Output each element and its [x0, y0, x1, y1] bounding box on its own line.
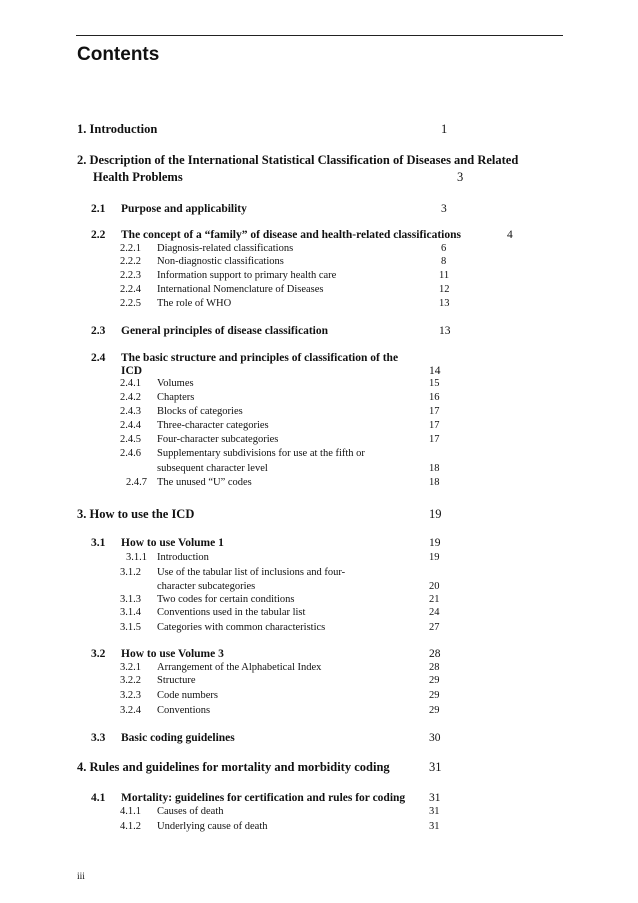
toc-entry-page: 16: [429, 392, 440, 403]
toc-entry-page: 3: [457, 170, 464, 184]
toc-entry-page: 31: [429, 760, 442, 774]
toc-entry-title: Structure: [157, 675, 196, 686]
toc-entry-title: International Nomenclature of Diseases: [157, 284, 324, 295]
toc-entry-number: 2.2: [91, 229, 106, 241]
toc-entry-page: 31: [429, 806, 440, 817]
toc-entry-number: 3.3: [91, 732, 106, 744]
toc-entry-title: Information support to primary health care: [157, 270, 337, 281]
toc-entry-number: 3.1.3: [120, 594, 141, 605]
page-number-footer: iii: [77, 872, 85, 882]
toc-entry-title: Health Problems: [93, 170, 183, 184]
toc-entry-page: 17: [429, 420, 440, 431]
toc-entry-page: 29: [429, 675, 440, 686]
toc-entry-title: Purpose and applicability: [121, 203, 247, 215]
toc-entry-title: Arrangement of the Alphabetical Index: [157, 662, 322, 673]
toc-entry-number: 3.1.5: [120, 622, 141, 633]
toc-entry-page: 28: [429, 648, 441, 660]
toc-entry-title: Chapters: [157, 392, 195, 403]
toc-entry-title: Non-diagnostic classifications: [157, 256, 284, 267]
toc-entry-title: ICD: [121, 365, 143, 377]
toc-entry-number: 3.2.2: [120, 675, 141, 686]
toc-entry-number: 2.4.5: [120, 434, 141, 445]
toc-entry-title: Mortality: guidelines for certification and rules for coding: [121, 792, 406, 804]
toc-entry-title: Blocks of categories: [157, 406, 243, 417]
toc-entry-title: Diagnosis-related classifications: [157, 243, 294, 254]
toc-entry-title: General principles of disease classification: [121, 325, 328, 337]
toc-entry-number: 2.1: [91, 203, 106, 215]
toc-entry-number: 2.2.3: [120, 270, 141, 281]
toc-entry: [93, 170, 464, 185]
toc-entry-number: 3.1.4: [120, 607, 141, 618]
toc-entry-page: 17: [429, 434, 440, 445]
toc-entry-page: 27: [429, 622, 440, 633]
toc-entry-title: Basic coding guidelines: [121, 732, 235, 744]
toc-entry-title: 1. Introduction: [77, 122, 158, 136]
toc-entry-page: 4: [507, 229, 513, 241]
toc-entry-number: 3.1.1: [126, 552, 147, 563]
toc-entry-page: 20: [429, 581, 440, 592]
toc-entry-title: Introduction: [157, 552, 209, 563]
toc-entry-number: 2.4.2: [120, 392, 141, 403]
toc-entry-title: How to use Volume 3: [121, 648, 224, 660]
toc-entry-page: 19: [429, 507, 442, 521]
toc-entry-number: 3.2.3: [120, 690, 141, 701]
toc-entry-title: Four-character subcategories: [157, 434, 279, 445]
toc-entry-number: 2.4.3: [120, 406, 141, 417]
toc-entry-page: 28: [429, 662, 440, 673]
toc-entry-title: Conventions: [157, 705, 211, 716]
toc-entry-number: 3.2.4: [120, 705, 141, 716]
toc-entry-title: Two codes for certain conditions: [157, 594, 295, 605]
toc-entry-page: 21: [429, 594, 440, 605]
toc-entry-number: 4.1.1: [120, 806, 141, 817]
toc-entry-number: 2.4: [91, 352, 106, 364]
toc-entry-title: Use of the tabular list of inclusions and four-: [157, 567, 346, 578]
toc-entry-page: 13: [439, 325, 451, 337]
toc-entry-title: Causes of death: [157, 806, 224, 817]
toc-entry-number: 3.1: [91, 537, 106, 549]
toc-entry-title: The basic structure and principles of classification of the: [121, 352, 399, 364]
toc-entry-title: Categories with common characteristics: [157, 622, 326, 633]
toc-entry-page: 24: [429, 607, 440, 618]
toc-entry-title: 3. How to use the ICD: [77, 507, 195, 521]
toc-entry-title: Three-character categories: [157, 420, 269, 431]
toc-entry-number: 4.1.2: [120, 821, 141, 832]
top-rule: [76, 35, 563, 36]
page-title: Contents: [77, 44, 160, 65]
toc-entry-page: 19: [429, 552, 440, 563]
toc-entry: [77, 760, 442, 775]
toc-entry-number: 3.2: [91, 648, 106, 660]
toc-entry-title: Code numbers: [157, 690, 218, 701]
toc-entry-page: 8: [441, 256, 447, 267]
toc-entry: [77, 153, 518, 168]
toc-entry-page: 29: [429, 690, 440, 701]
toc-entry-number: 2.2.2: [120, 256, 141, 267]
toc-entry-title: The unused “U” codes: [157, 477, 252, 488]
toc-entry-number: 3.2.1: [120, 662, 141, 673]
toc-entry-title: How to use Volume 1: [121, 537, 224, 549]
toc-entry-number: 2.2.1: [120, 243, 141, 254]
toc-entry-title: subsequent character level: [157, 463, 268, 474]
toc-entry-title: character subcategories: [157, 581, 256, 592]
toc-entry-number: 2.4.7: [126, 477, 147, 488]
toc-entry: [77, 507, 442, 522]
toc-entry-page: 3: [441, 203, 447, 215]
toc-entry-page: 13: [439, 298, 450, 309]
toc-entry-page: 18: [429, 463, 440, 474]
toc-entry-number: 2.2.5: [120, 298, 141, 309]
toc-entry-page: 1: [441, 122, 448, 136]
toc-entry-title: The role of WHO: [157, 298, 232, 309]
toc-entry-page: 15: [429, 378, 440, 389]
toc-entry-page: 6: [441, 243, 447, 254]
toc-entry-title: 4. Rules and guidelines for mortality and morbidity coding: [77, 760, 390, 774]
toc-entry-page: 31: [429, 792, 441, 804]
toc-entry-title: Underlying cause of death: [157, 821, 268, 832]
toc-entry-title: 2. Description of the International Statistical Classification of Diseases and Related: [77, 153, 519, 167]
toc-entry-page: 11: [439, 270, 450, 281]
toc-entry-number: 2.3: [91, 325, 106, 337]
toc-entry-title: The concept of a “family” of disease and health-related classifications: [121, 229, 461, 241]
toc-entry-page: 19: [429, 537, 441, 549]
toc-entry-page: 17: [429, 406, 440, 417]
toc-entry-title: Conventions used in the tabular list: [157, 607, 306, 618]
toc-entry-number: 3.1.2: [120, 567, 141, 578]
toc-entry-page: 31: [429, 821, 440, 832]
toc-entry-page: 14: [429, 365, 441, 377]
toc-entry-number: 2.4.1: [120, 378, 141, 389]
toc-entry-number: 2.4.6: [120, 448, 141, 459]
toc-entry-title: Volumes: [157, 378, 194, 389]
toc-entry-number: 4.1: [91, 792, 106, 804]
toc-entry-page: 29: [429, 705, 440, 716]
toc-entry-page: 18: [429, 477, 440, 488]
toc-entry-page: 30: [429, 732, 441, 744]
toc-entry-number: 2.2.4: [120, 284, 141, 295]
toc-entry-number: 2.4.4: [120, 420, 141, 431]
toc-entry: [77, 122, 448, 137]
toc-entry-title: Supplementary subdivisions for use at the fifth or: [157, 448, 365, 459]
toc-entry-page: 12: [439, 284, 450, 295]
